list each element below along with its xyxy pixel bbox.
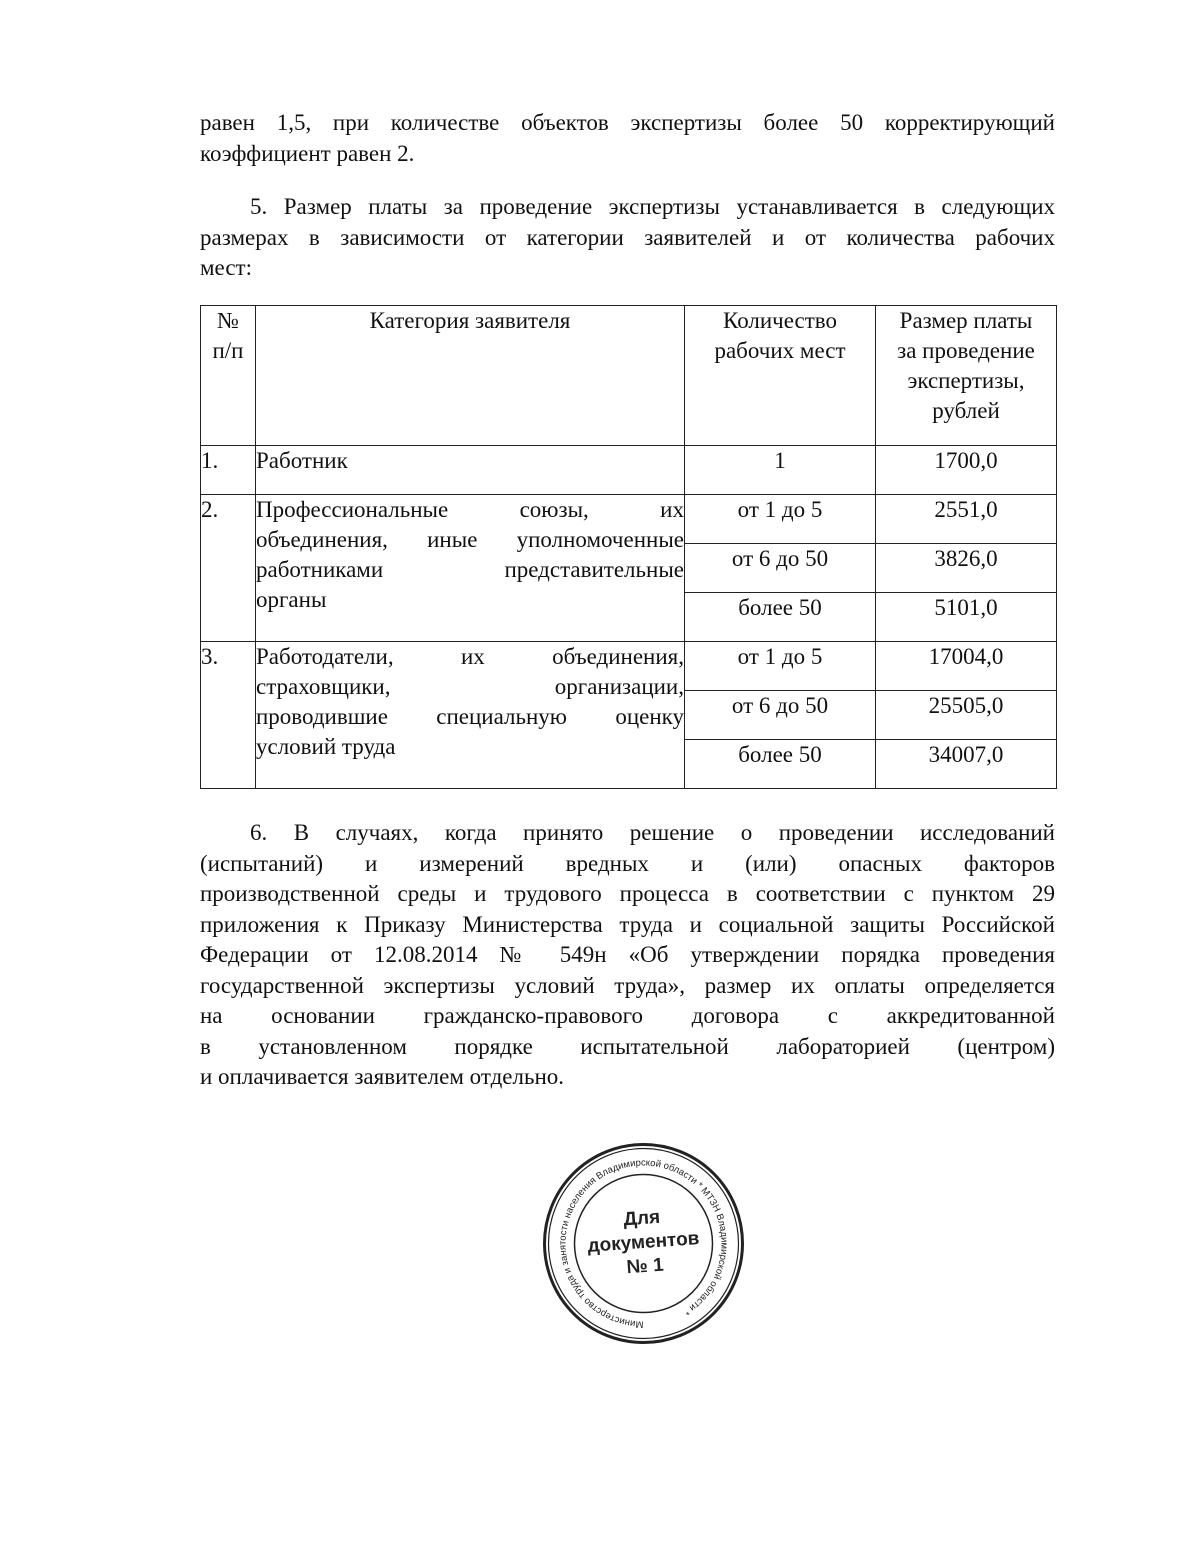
header-text: Размер платы xyxy=(899,308,1033,333)
header-num xyxy=(201,306,256,446)
paragraph-5 xyxy=(200,192,1055,284)
header-category: Категория заявителя xyxy=(256,306,685,446)
row-fee: 34007,0 xyxy=(876,740,1057,789)
row-workplaces: от 6 до 50 xyxy=(685,544,876,593)
category-line: работниками представительные xyxy=(256,557,684,582)
header-text: № xyxy=(217,308,239,333)
category-line: условий труда xyxy=(256,734,396,759)
header-text: рублей xyxy=(932,398,1000,423)
text-line: и оплачивается заявителем отдельно. xyxy=(200,1064,565,1089)
header-text: Количество xyxy=(723,308,837,333)
row-workplaces: от 6 до 50 xyxy=(685,691,876,740)
row-workplaces: от 1 до 5 xyxy=(685,495,876,544)
header-text: рабочих мест xyxy=(714,338,846,363)
stamp-center-text xyxy=(539,1200,749,1286)
row-fee: 17004,0 xyxy=(876,642,1057,691)
category-line: органы xyxy=(256,587,327,612)
official-stamp xyxy=(541,1141,746,1346)
row-category xyxy=(256,495,685,642)
row-number: 1. xyxy=(201,446,256,495)
header-workplaces xyxy=(685,306,876,446)
text-line: 6. В случаях, когда принято решение о проведении исследований xyxy=(250,820,1055,845)
stamp-line: документов xyxy=(586,1228,701,1257)
row-workplaces: 1 xyxy=(685,446,876,495)
row-number: 2. xyxy=(201,495,256,642)
category-line: страховщики, организации, xyxy=(256,674,684,699)
table-row xyxy=(201,446,1057,495)
header-text: экспертизы, xyxy=(907,368,1025,393)
text-line: Федерации от 12.08.2014 № 549н «Об утверждении порядка проведения xyxy=(200,942,1055,967)
text-line: 5. Размер платы за проведение экспертизы устанавливается в следующих xyxy=(250,194,1055,219)
header-text: за проведение xyxy=(897,338,1035,363)
text-line: на основании гражданско-правового договора с аккредитованной xyxy=(200,1003,1055,1028)
stamp-line: Для xyxy=(622,1206,661,1231)
stamp-ring-text: Министерство труда и занятости населения Владимирской области * МТЗН Владимирской области * xyxy=(557,1157,730,1330)
row-category xyxy=(256,642,685,789)
stamp-line: № 1 xyxy=(625,1254,665,1279)
category-line: проводившие специальную оценку xyxy=(256,704,684,729)
category-line: Профессиональные союзы, их xyxy=(256,497,684,522)
row-fee: 25505,0 xyxy=(876,691,1057,740)
text-line: государственной экспертизы условий труда», размер их оплаты определяется xyxy=(200,972,1055,998)
header-fee xyxy=(876,306,1057,446)
paragraph-continuation xyxy=(200,108,1055,169)
row-workplaces: более 50 xyxy=(685,593,876,642)
text-line: производственной среды и трудового процесса в соответствии с пунктом 29 xyxy=(200,881,1055,906)
table-row xyxy=(201,495,1057,544)
category-line: объединения, иные уполномоченные xyxy=(256,527,684,552)
table-header-row xyxy=(201,306,1057,446)
row-workplaces: от 1 до 5 xyxy=(685,642,876,691)
table-row xyxy=(201,642,1057,691)
fee-table xyxy=(200,305,1057,789)
category-line: Работник xyxy=(256,448,348,473)
row-fee: 1700,0 xyxy=(876,446,1057,495)
row-workplaces: более 50 xyxy=(685,740,876,789)
text-line: мест: xyxy=(200,255,252,280)
text-line: коэффициент равен 2. xyxy=(200,140,415,166)
row-fee: 5101,0 xyxy=(876,593,1057,642)
text-line: (испытаний) и измерений вредных и (или) опасных факторов xyxy=(200,850,1055,876)
text-line: приложения к Приказу Министерства труда и социальной защиты Российской xyxy=(200,911,1055,937)
category-line: Работодатели, их объединения, xyxy=(256,644,684,669)
row-number: 3. xyxy=(201,642,256,789)
text-line: размерах в зависимости от категории заявителей и от количества рабочих xyxy=(200,224,1055,250)
header-text: п/п xyxy=(212,338,244,363)
text-line: равен 1,5, при количестве объектов экспертизы более 50 корректирующий xyxy=(200,110,1055,135)
row-category xyxy=(256,446,685,495)
paragraph-6 xyxy=(200,818,1055,1093)
row-fee: 3826,0 xyxy=(876,544,1057,593)
row-fee: 2551,0 xyxy=(876,495,1057,544)
text-line: в установленном порядке испытательной лабораторией (центром) xyxy=(200,1033,1055,1059)
